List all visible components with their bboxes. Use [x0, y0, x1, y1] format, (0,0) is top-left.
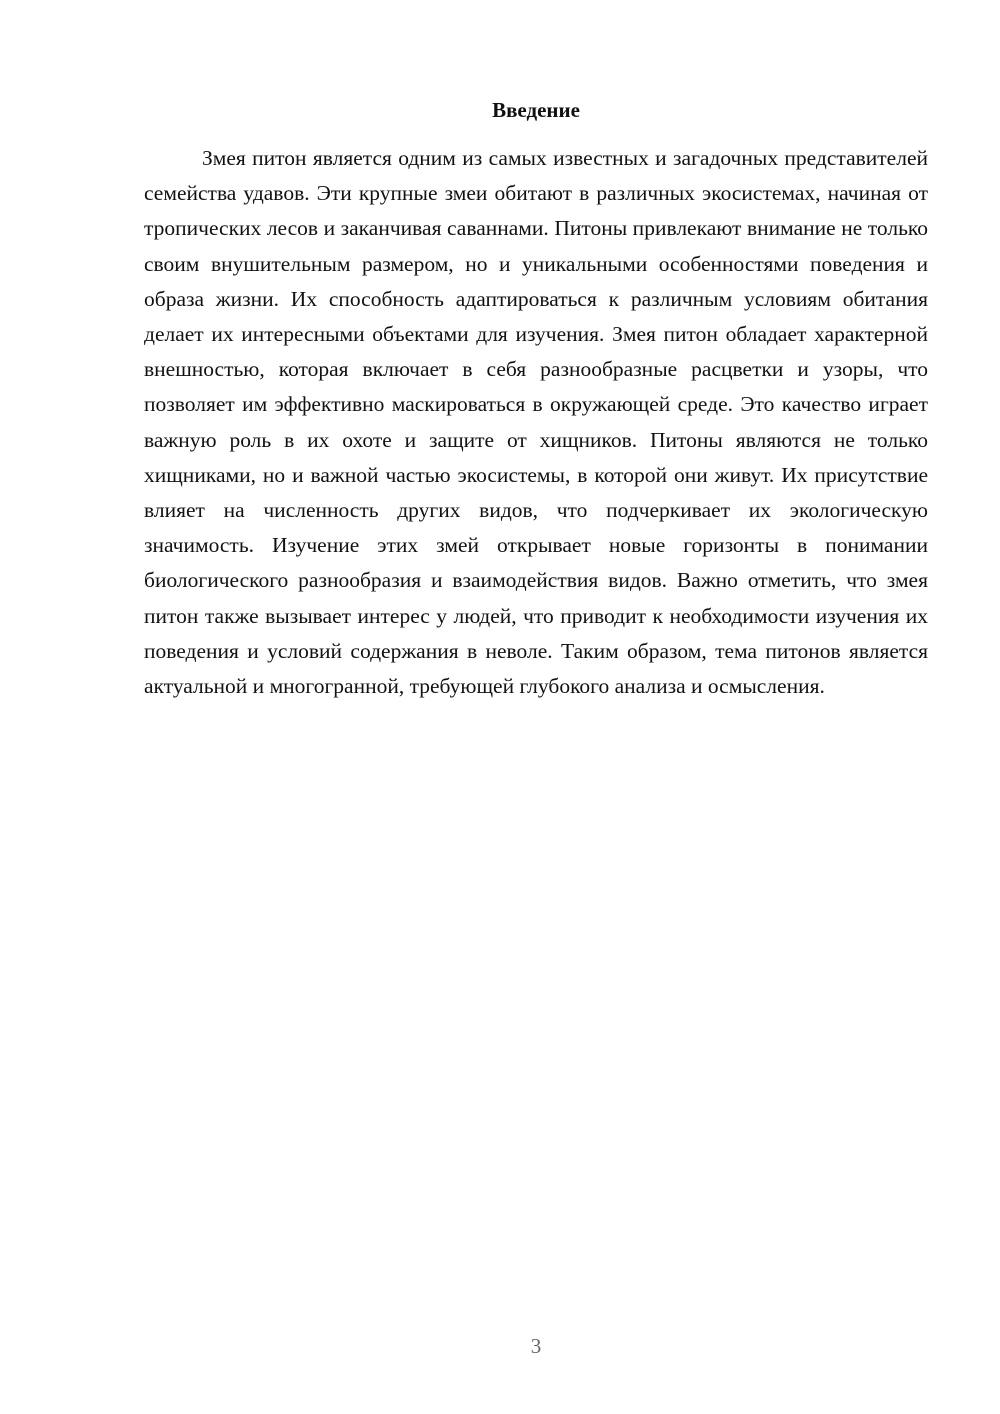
section-title: Введение: [492, 98, 580, 122]
page-number: 3: [530, 1334, 542, 1358]
body-paragraph: Змея питон является одним из самых известных и загадочных представителей семейства удавов. Эти крупные змеи обитают в различных экосистемах, начиная от тропических лесов и заканчивая саваннами. Питоны привлекают внимание не только своим внушительным размером, но и уникальными особенностями поведения и образа жизни. Их способность адаптироваться к различным условиям обитания делает их интересными объектами для изучения. Змея питон обладает характерной внешностью, которая включает в себя разнообразные расцветки и узоры, что позволяет им эффективно маскироваться в окружающей среде. Это качество играет важную роль в их охоте и защите от хищников. Питоны являются не только хищниками, но и важной частью экосистемы, в которой они живут. Их присутствие влияет на численность других видов, что подчеркивает их экологическую значимость. Изучение этих змей открывает новые горизонты в понимании биологического разнообразия и взаимодействия видов. Важно отметить, что змея питон также вызывает интерес у людей, что приводит к необходимости изучения их поведения и условий содержания в неволе. Таким образом, тема питонов является актуальной и многогранной, требующей глубокого анализа и осмысления.: [144, 146, 928, 699]
